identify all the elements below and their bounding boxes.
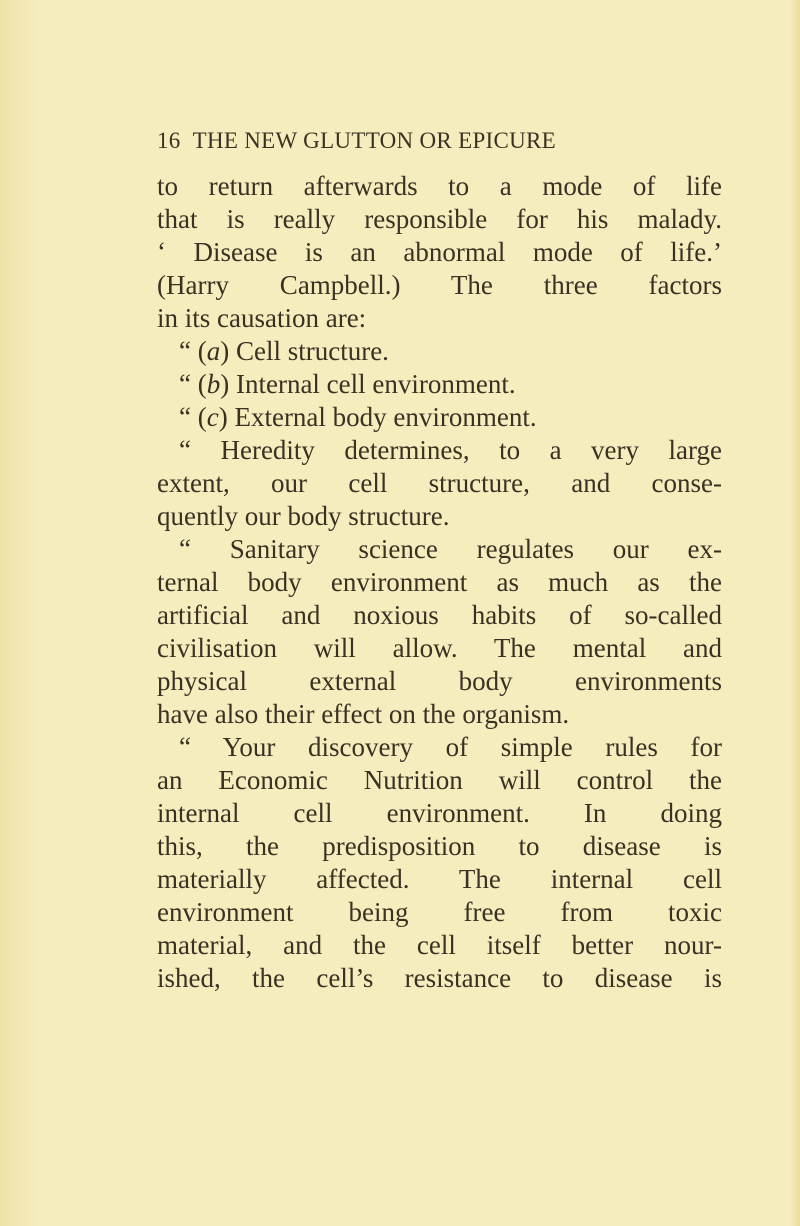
text-line: ternal body environment as much as the [157,567,722,597]
text-line: materially affected. The internal cell [157,864,722,894]
text-line: in its causation are: [157,303,367,333]
running-title: THE NEW GLUTTON OR EPICURE [192,128,557,153]
text-line: extent, our cell structure, and conse- [157,468,722,498]
text-line: that is really responsible for his malady. [157,204,722,234]
page-number: 16 [157,128,181,153]
page-gutter-shadow [0,0,40,1226]
factor-open: “ ( [179,336,207,366]
text-line: civilisation will allow. The mental and [157,633,722,663]
text-line: have also their effect on the organism. [157,699,570,729]
factor-line [157,335,722,368]
factor-open: “ ( [179,402,207,432]
text-line: artificial and noxious habits of so-called [157,600,722,630]
page-edge [790,0,800,1226]
text-line: physical external body environments [157,666,722,696]
factor-letter: c [206,402,219,432]
factor-letter: a [206,336,221,366]
factor-line [157,401,722,434]
text-line: quently our body structure. [157,501,450,531]
text-line: ‘ Disease is an abnormal mode of life.’ [157,237,722,267]
text-line: “ Heredity determines, to a very large [179,435,722,465]
factor-open: “ ( [179,369,207,399]
factor-letter: b [206,369,221,399]
text-line: “ Your discovery of simple rules for [179,732,722,762]
text-line: ished, the cell’s resistance to disease is [157,963,722,993]
text-line: material, and the cell itself better nour- [157,930,722,960]
factor-line [157,368,722,401]
text-line: “ Sanitary science regulates our ex- [179,534,722,564]
text-line: environment being free from toxic [157,897,722,927]
factor-rest: ) Internal cell environment. [220,369,516,399]
running-header [157,128,722,154]
text-line: this, the predisposition to disease is [157,831,722,861]
text-line: an Economic Nutrition will control the [157,765,722,795]
text-line: to return afterwards to a mode of life [157,171,722,201]
text-line: internal cell environment. In doing [157,798,722,828]
factor-rest: ) External body environment. [218,402,537,432]
factor-rest: ) Cell structure. [220,336,389,366]
text-line: (Harry Campbell.) The three factors [157,270,722,300]
